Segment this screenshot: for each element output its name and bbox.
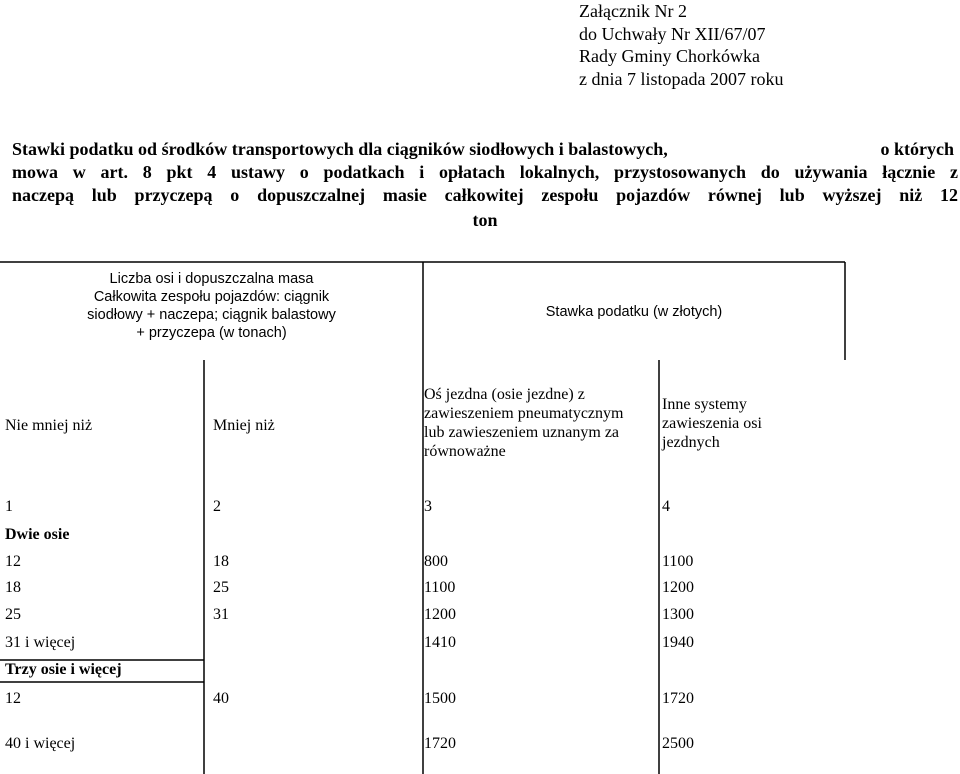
header-rate: Stawka podatku (w złotych) (545, 304, 723, 320)
annex-line: Załącznik Nr 2 (579, 1, 687, 21)
header-mass-line: + przyczepa (w tonach) (136, 325, 287, 341)
title-line-2: mowa w art. 8 pkt 4 ustawy o podatkach i opłatach lokalnych, przystosowanych do używania łącznie z (12, 162, 958, 182)
title-line-1a: Stawki podatku od środków transportowych dla ciągników siodłowych i balastowych, (12, 139, 668, 159)
col-other-line: Inne systemy (662, 396, 747, 413)
cell-other: 1940 (662, 634, 694, 651)
col-pneumatic-line: Oś jezdna (osie jezdne) z (424, 386, 585, 403)
cell-pneumatic: 1410 (424, 634, 456, 651)
annex-line: do Uchwały Nr XII/67/07 (579, 23, 766, 44)
cell-max: 18 (213, 553, 229, 570)
cell-pneumatic: 1200 (424, 606, 456, 623)
annex-line: Rady Gminy Chorkówka (579, 46, 760, 66)
header-mass (0, 270, 423, 342)
col-other-header (662, 395, 762, 452)
title-line-4: ton (472, 210, 498, 230)
document-title (12, 138, 958, 232)
header-mass-line: siodłowy + naczepa; ciągnik balastowy (87, 307, 336, 323)
cell-pneumatic: 800 (424, 553, 448, 570)
cell-pneumatic: 1100 (424, 579, 456, 596)
header-mass-line: Liczba osi i dopuszczalna masa (109, 271, 314, 287)
col-pneumatic-header (424, 385, 623, 461)
annex-line: z dnia 7 listopada 2007 roku (579, 68, 784, 89)
cell-min: 40 i więcej (5, 735, 76, 752)
cell-min: 18 (5, 579, 21, 596)
cell-max: 25 (213, 579, 229, 596)
annex-header (579, 0, 783, 90)
cell-min: 25 (5, 606, 21, 623)
col-pneumatic-line: zawieszeniem pneumatycznym (424, 405, 624, 422)
col-other-line: zawieszenia osi (662, 415, 762, 432)
col-number: 2 (213, 498, 221, 515)
col-other-line: jezdnych (662, 434, 720, 451)
cell-max: 31 (213, 606, 229, 623)
cell-other: 2500 (662, 735, 694, 752)
cell-max: 40 (213, 690, 229, 707)
col-pneumatic-line: równoważne (424, 443, 506, 460)
col-number: 3 (424, 498, 432, 515)
col-number: 1 (5, 498, 13, 515)
cell-min: 31 i więcej (5, 634, 76, 651)
cell-pneumatic: 1720 (424, 735, 456, 752)
cell-min: 12 (5, 690, 21, 707)
cell-other: 1100 (662, 553, 694, 570)
cell-other: 1720 (662, 690, 694, 707)
cell-min: 12 (5, 553, 21, 570)
cell-other: 1200 (662, 579, 694, 596)
section-two-axles: Dwie osie (5, 526, 70, 543)
cell-pneumatic: 1500 (424, 690, 456, 707)
title-line-1b: o których (880, 139, 954, 159)
header-mass-line: Całkowita zespołu pojazdów: ciągnik (93, 289, 330, 305)
section-three-axles: Trzy osie i więcej (5, 661, 122, 678)
col-min-header: Nie mniej niż (5, 417, 93, 434)
cell-other: 1300 (662, 606, 694, 623)
col-pneumatic-line: lub zawieszeniem uznanym za (424, 424, 620, 441)
title-line-3: naczepą lub przyczepą o dopuszczalnej masie całkowitej zespołu pojazdów równej lub wyższej niż 12 (12, 185, 958, 205)
col-max-header: Mniej niż (213, 417, 275, 434)
col-number: 4 (662, 498, 670, 515)
